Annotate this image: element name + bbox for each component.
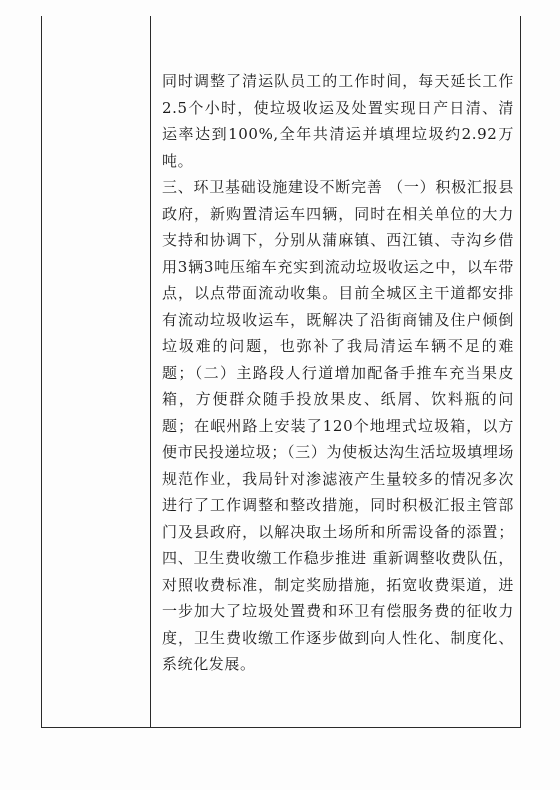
form-table <box>41 16 521 728</box>
label-column <box>42 16 151 727</box>
paragraph-sanitation-infrastructure: 三、环卫基础设施建设不断完善 （一）积极汇报县政府，新购置清运车四辆，同时在相关单位的大力支持和协调下，分别从蒲麻镇、西江镇、寺沟乡借用3辆3吨压缩车充实到流动垃圾收运之中，以车带点，以点带面流动收集。目前全城区主干道都安排有流动垃圾收运车，既解决了沿街商铺及住户倾倒垃圾难的问题，也弥补了我局清运车辆不足的难题；（二）主路段人行道增加配备手推车充当果皮箱，方便群众随手投放果皮、纸屑、饮料瓶的问题；在岷州路上安装了120个地埋式垃圾箱，以方便市民投递垃圾；（三）为使板达沟生活垃圾填埋场规范作业，我局针对渗滤液产生量较多的情况多次进行了工作调整和整改措施，同时积极汇报主管部门及县政府，以解决取土场所和所需设备的添置； 四、卫生费收缴工作稳步推进 重新调整收费队伍，对照收费标准，制定奖励措施，拓宽收费渠道，进一步加大了垃圾处置费和环卫有偿服务费的征收力度，卫生费收缴工作逐步做到向人性化、制度化、系统化发展。 <box>162 178 514 673</box>
content-cell <box>162 68 514 678</box>
paragraph-continuation: 同时调整了清运队员工的工作时间，每天延长工作2.5个小时，使垃圾收运及处置实现日产日清、清运率达到100%,全年共清运并填埋垃圾约2.92万吨。 <box>162 72 514 170</box>
